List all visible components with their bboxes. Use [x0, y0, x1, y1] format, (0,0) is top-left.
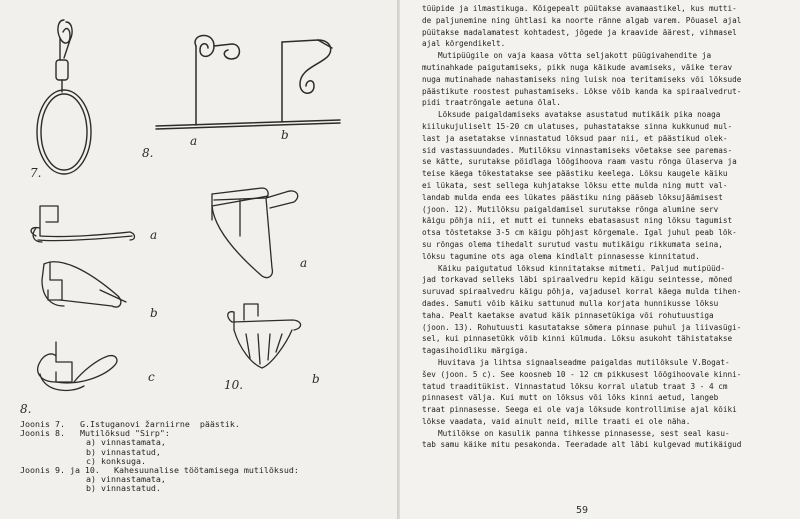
page-number: 59	[576, 505, 589, 516]
text-line: Mutipüügile on vaja kaasa võtta seljakott püügivahendite ja	[438, 51, 712, 61]
caption-item: c) konksuga.	[86, 455, 146, 466]
text-line: otsa tõstetakse 3-5 cm käigu põhjast kõrgemale. Igal juhul peab lõk-	[422, 228, 737, 238]
text-line: lõksu tagumine ots aga olema kindlalt pinnasesse kinnitatud.	[422, 251, 700, 261]
text-line: püütakse madalamatest kohtadest, jõgede ja kraavide äärest, vihmasel	[422, 27, 737, 37]
fig9-b-label: b	[150, 306, 158, 320]
text-line: dades. Samuti võib käiku sattunud mulla korjata hunnikusse lõksu	[422, 298, 719, 308]
fig-bottom-number-label: 8.	[20, 402, 32, 416]
body-text	[422, 3, 794, 451]
caption-item: a) vinnastamata,	[86, 437, 166, 448]
fig7-hinged-trigger-drawing	[37, 20, 91, 174]
fig10-trap-drawings	[212, 188, 301, 368]
text-line: de paljunemine ning ühtlasi ka noorte ränne algab varem. Põuasel ajal	[422, 15, 742, 25]
fig7-label: 7.	[30, 166, 42, 180]
text-line: tatud traaditükist. Vinnastatud lõksu korral ulatub traat 3 - 4 cm	[422, 381, 728, 391]
text-line: taha. Pealt kaetakse avatud käik pinnasetükiga või rohutuustiga	[422, 310, 714, 320]
text-line: tab samu käike mitu pesakonda. Teeradade alt läbi kulgevad mutikäigud	[422, 440, 742, 450]
figure-captions	[20, 420, 390, 494]
caption-fig7	[20, 420, 390, 429]
text-line: pidi traatrõngale aetuna õlal.	[422, 98, 561, 108]
fig8-sirp-trap-drawing	[156, 35, 340, 129]
text-line: Lõksude paigaldamiseks avatakse asustatud mutikäik pika noaga	[438, 110, 721, 120]
caption-item: b) vinnastatud.	[86, 483, 161, 494]
text-line: pinnasest välja. Kui mutt on lõksus või lõks kinni aetud, langeb	[422, 393, 719, 403]
fig8-b-label: b	[281, 128, 289, 142]
text-line: mutinahkade paigutamiseks, pikk nuga käikude avamiseks, väike terav	[422, 62, 733, 72]
text-line: Käiku paigutatud lõksud kinnitatakse mitmeti. Paljud mutipüüd-	[438, 263, 725, 273]
text-line: päästikute roostest puhastamiseks. Lõkse võib kanda ka spiraalvedrut-	[422, 86, 742, 96]
text-line: jad torkavad selleks läbi spiraalvedru kepid käigu seintesse, mõned	[422, 275, 733, 285]
text-line: teise käega tõkestatakse see päästiku keelega. Lõksu kaugele käiku	[422, 169, 728, 179]
right-page	[400, 0, 800, 519]
text-line: Mutilõkse on kasulik panna tihkesse pinnasesse, sest seal kasu-	[438, 428, 730, 438]
text-line: suruvad spiraalvedru käigu põhja, vajadusel korral käega mulda tihen-	[422, 287, 742, 297]
fig8-a-label: a	[190, 134, 198, 148]
text-line: šev (joon. 5 c). See koosneb 10 - 12 cm pikkusest lõõgihoovale kinni-	[422, 369, 742, 379]
text-line: ajal kõrgendikelt.	[422, 39, 506, 49]
caption-label: Joonis 9. ja 10.	[20, 465, 100, 476]
text-line: landab mulda enda ees lükates päästiku ning pääseb lõksujäämisest	[422, 192, 723, 202]
caption-text: G.Istuganovi žarniirne päästik.	[80, 419, 240, 429]
caption-text: Kahesuunalise töötamisega mutilõksud:	[114, 465, 299, 476]
fig10-a-label: a	[300, 256, 308, 270]
text-line: (joon. 12). Mutilõksu paigaldamisel surutakse rõnga alumine serv	[422, 204, 719, 214]
text-line: nuga mutinahade nahastamiseks ning luisk noa teritamiseks või lõksude	[422, 74, 742, 84]
text-line: tagasihoidliku märgiga.	[422, 346, 529, 356]
text-line: se kätte, surutakse pöidlaga lõõgihoova raam vastu rõnga ülaserva ja	[422, 157, 737, 167]
text-line: Huvitava ja lihtsa signaalseadme paigaldas mutilõksule V.Bogat-	[438, 357, 730, 367]
caption-item: b) vinnastatud,	[86, 446, 161, 457]
text-line: su rõngas olema tihedalt surutud vastu mutikäigu rikkumata seina,	[422, 239, 723, 249]
text-line: kiilukujuliselt 15-20 cm ulatuses, puhastatakse sinna kukkunud mul-	[422, 121, 733, 131]
fig10-b-label: b	[312, 372, 320, 386]
fig9-c-label: c	[148, 370, 155, 384]
fig10-number-label: 10.	[224, 378, 244, 392]
caption-fig8	[20, 429, 390, 438]
text-line: sel, kui pinnasetükk võib kinni külmuda. Lõksu asukoht tähistatakse	[422, 334, 733, 344]
text-line: last ja asetatakse vinnastatud lõksud paar nii, et päästikud olek-	[422, 133, 728, 143]
fig8-number-label: 8.	[142, 146, 154, 160]
text-line: traat pinnasesse. Seega ei ole vaja lõksude kontrollimise ajal kõiki	[422, 405, 737, 415]
fig9-trap-drawings	[31, 206, 134, 390]
text-line: tüüpide ja ilmastikuga. Kõigepealt püütakse avamaastikel, kus mutti-	[422, 4, 737, 13]
caption-text: Mutilõksud "Sirp":	[80, 428, 170, 439]
text-line: (joon. 13). Rohutuusti kasutatakse sõmera pinnase puhul ja liivasügi-	[422, 322, 742, 332]
figure-drawings	[0, 0, 398, 420]
text-line: käigu põhja nii, et mutt ei tunneks ebatasasust ning lõksu tagumist	[422, 216, 733, 226]
caption-label: Joonis 7.	[20, 419, 65, 429]
text-line: sid vastassuundades. Mutilõksu vinnastamiseks võetakse see paremas-	[422, 145, 733, 155]
fig9-a-label: a	[150, 228, 158, 242]
left-page	[0, 0, 398, 519]
caption-fig9-10	[20, 466, 390, 475]
caption-item: a) vinnastamata,	[86, 474, 166, 485]
text-line: ei lükata, sest sellega kuhjatakse lõksu ette mulda ning mutt val-	[422, 180, 728, 190]
caption-label: Joonis 8.	[20, 428, 65, 439]
text-line: lõkse vaadata, vaid ainult neid, mille traati ei ole näha.	[422, 416, 691, 426]
